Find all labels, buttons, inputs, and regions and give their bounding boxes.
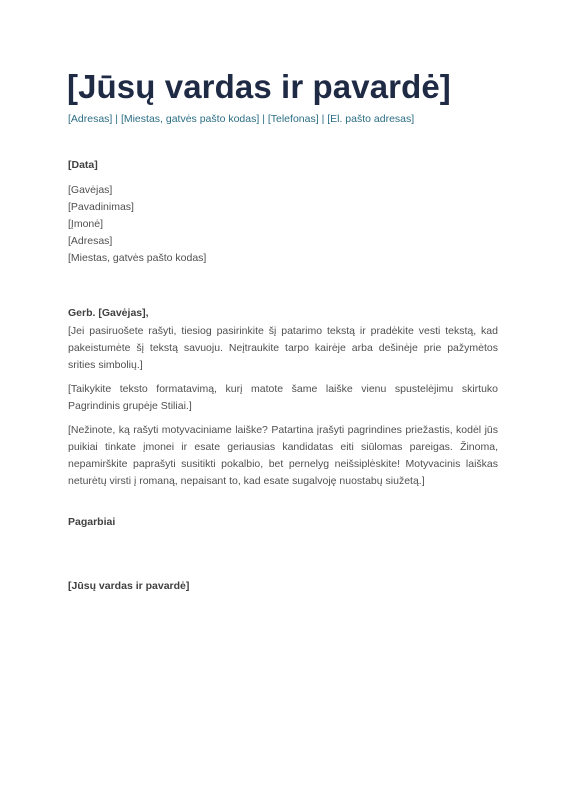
contact-info-line — [68, 111, 414, 127]
recipient-address[interactable]: [Adresas] — [68, 235, 113, 247]
body-paragraph[interactable]: [Taikykite teksto formatavimą, kurį matote šame laiške vienu spustelėjimu skirtuko Pagrindinis grupėje Stiliai.] — [68, 383, 498, 412]
signature-name[interactable]: [Jūsų vardas ir pavardė] — [68, 580, 190, 592]
letter-date[interactable]: [Data] — [68, 159, 98, 171]
contact-address[interactable]: [Adresas] — [68, 113, 113, 125]
contact-email[interactable]: [El. pašto adresas] — [327, 113, 415, 125]
contact-separator: | — [115, 113, 119, 125]
recipient-title[interactable]: [Pavadinimas] — [68, 201, 134, 213]
sender-name-title[interactable]: [Jūsų vardas ir pavardė] — [67, 68, 451, 105]
salutation[interactable]: Gerb. [Gavėjas], — [68, 307, 149, 319]
contact-separator: | — [321, 113, 325, 125]
recipient-company[interactable]: [Įmonė] — [68, 218, 104, 230]
contact-city[interactable]: [Miestas, gatvės pašto kodas] — [120, 113, 260, 125]
body-paragraph[interactable]: [Jei pasiruošete rašyti, tiesiog pasirinkite šį patarimo tekstą ir pradėkite vesti tekstą, kad pakeistumėte šį tekstą savuoju. Neįtraukite tarpo kairėje arba dešinėje prie pažymėtos srities simbolių.] — [68, 325, 498, 371]
letter-body — [68, 323, 498, 497]
contact-phone[interactable]: [Telefonas] — [267, 113, 319, 125]
contact-separator: | — [262, 113, 265, 125]
body-paragraph[interactable]: [Nežinote, ką rašyti motyvaciniame laiške? Patartina įrašyti pagrindines priežastis, kodėl jūs puikiai tinkate įmonei ir esate geriausias kandidatas eiti siūlomas pareigas. Žinoma, nepamirškite paprašyti susitikti pokalbio, bet pernelyg neišsiplėskite! Motyvacinis laiškas neturėtų virsti į romaną, nepaisant to, kad esate sugalvoję nuostabų siužetą.] — [68, 424, 498, 487]
recipient-name[interactable]: [Gavėjas] — [68, 184, 113, 196]
closing-phrase[interactable]: Pagarbiai — [68, 516, 116, 528]
recipient-city[interactable]: [Miestas, gatvės pašto kodas] — [68, 252, 207, 264]
recipient-address-block — [68, 182, 206, 267]
